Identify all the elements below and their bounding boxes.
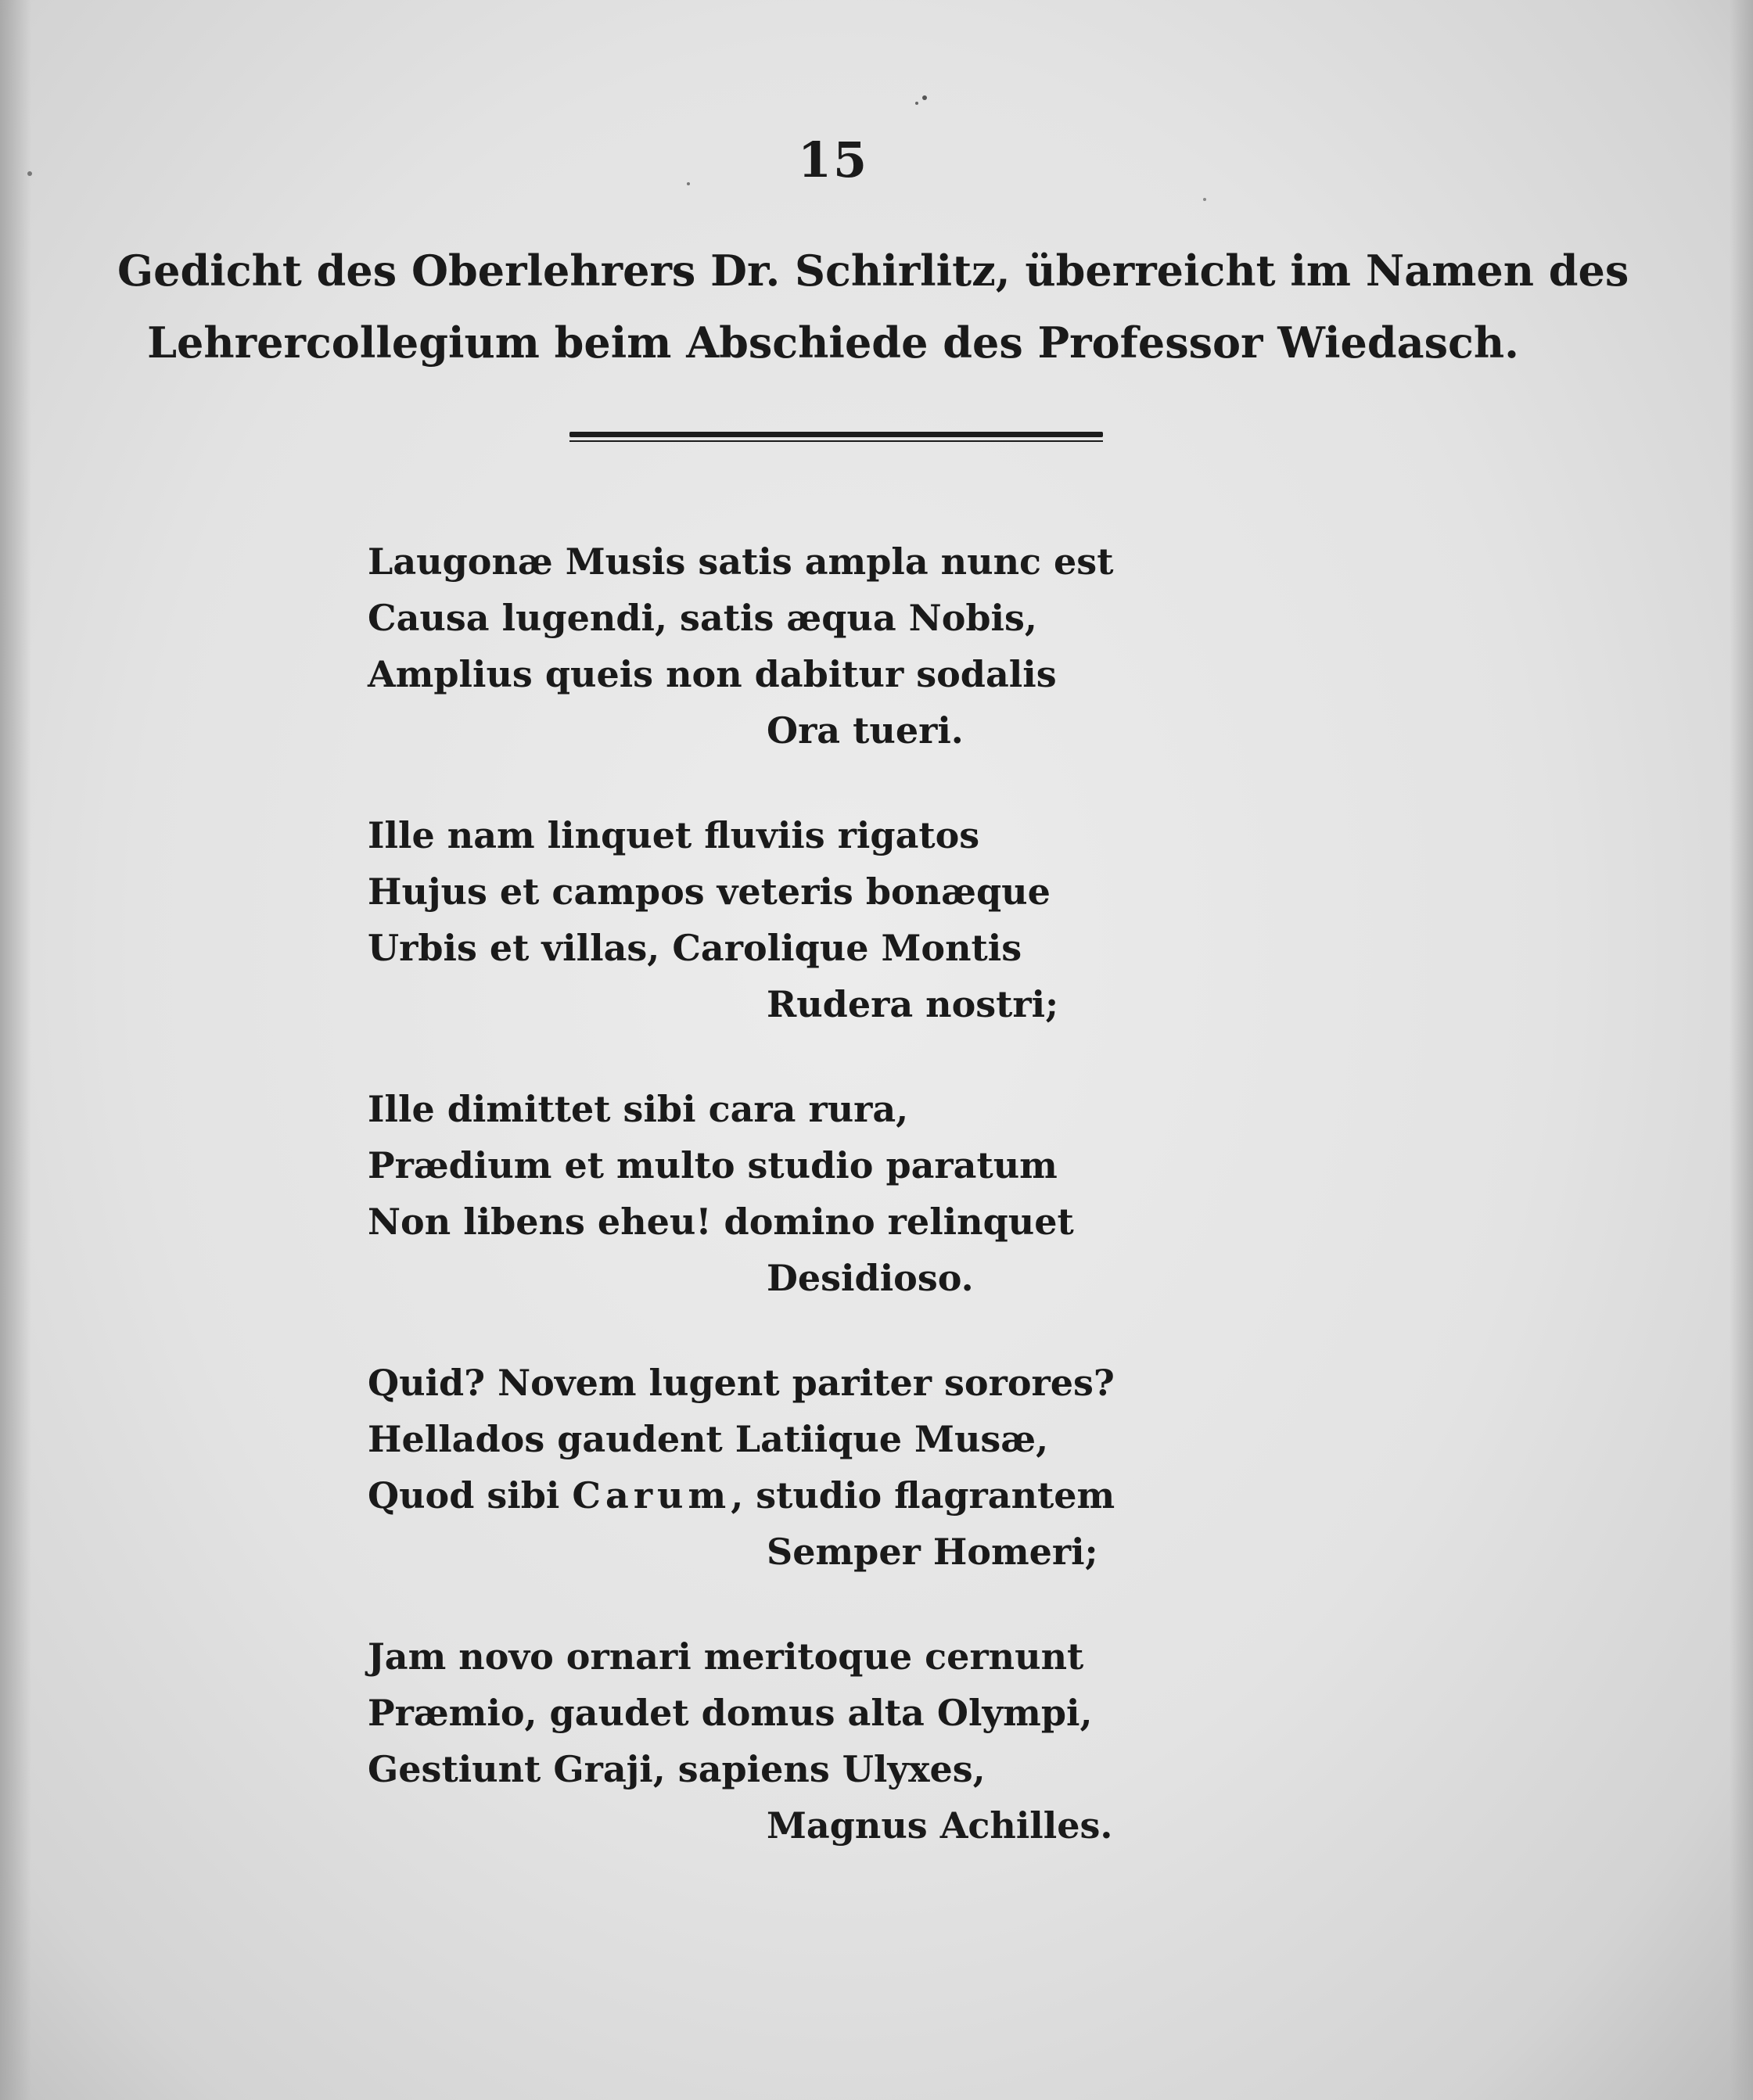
title-divider — [569, 432, 1103, 442]
verse-line: Ille dimittet sibi cara rura, — [368, 1088, 909, 1130]
poem-title-line-2: Lehrercollegium beim Abschiede des Professor Wiedasch. — [147, 318, 1519, 368]
stanza-4 — [368, 1355, 1150, 1580]
verse-adonic-line: Rudera nostri; — [767, 983, 1059, 1025]
verse-adonic-line: Desidioso. — [767, 1257, 974, 1299]
verse-line: Amplius queis non dabitur sodalis — [368, 653, 1057, 695]
verse-text: Quod sibi — [368, 1474, 573, 1517]
stanza-1 — [368, 533, 1150, 759]
page-number: 15 — [797, 131, 869, 188]
verse-line: Gestiunt Graji, sapiens Ulyxes, — [368, 1748, 986, 1790]
verse-adonic-line: Magnus Achilles. — [767, 1804, 1113, 1847]
stanza-5 — [368, 1628, 1150, 1854]
verse-line: Ille nam linquet fluviis rigatos — [368, 814, 980, 856]
stanza-2 — [368, 807, 1150, 1032]
verse-line: Laugonæ Musis satis ampla nunc est — [368, 540, 1114, 583]
verse-adonic-line: Semper Homeri; — [767, 1531, 1098, 1573]
verse-text: , studio flagrantem — [731, 1474, 1115, 1517]
verse-line: Non libens eheu! domino relinquet — [368, 1201, 1074, 1243]
verse-adonic-line: Ora tueri. — [767, 709, 964, 752]
poem-body — [368, 533, 1150, 1902]
verse-line: Urbis et villas, Carolique Montis — [368, 927, 1022, 969]
verse-line: Quid? Novem lugent pariter sorores? — [368, 1362, 1115, 1404]
verse-line: Causa lugendi, satis æqua Nobis, — [368, 597, 1037, 639]
verse-line: Jam novo ornari meritoque cernunt — [368, 1635, 1084, 1678]
emphasized-word: Carum — [572, 1474, 731, 1517]
verse-line: Præmio, gaudet domus alta Olympi, — [368, 1692, 1093, 1734]
verse-line — [368, 1467, 1150, 1524]
poem-title — [117, 235, 1629, 379]
verse-line: Prædium et multo studio paratum — [368, 1144, 1058, 1186]
verse-line: Hellados gaudent Latiique Musæ, — [368, 1418, 1049, 1460]
poem-title-line-1: Gedicht des Oberlehrers Dr. Schirlitz, überreicht im Namen des — [117, 246, 1629, 296]
stanza-3 — [368, 1081, 1150, 1306]
verse-line: Hujus et campos veteris bonæque — [368, 871, 1051, 913]
